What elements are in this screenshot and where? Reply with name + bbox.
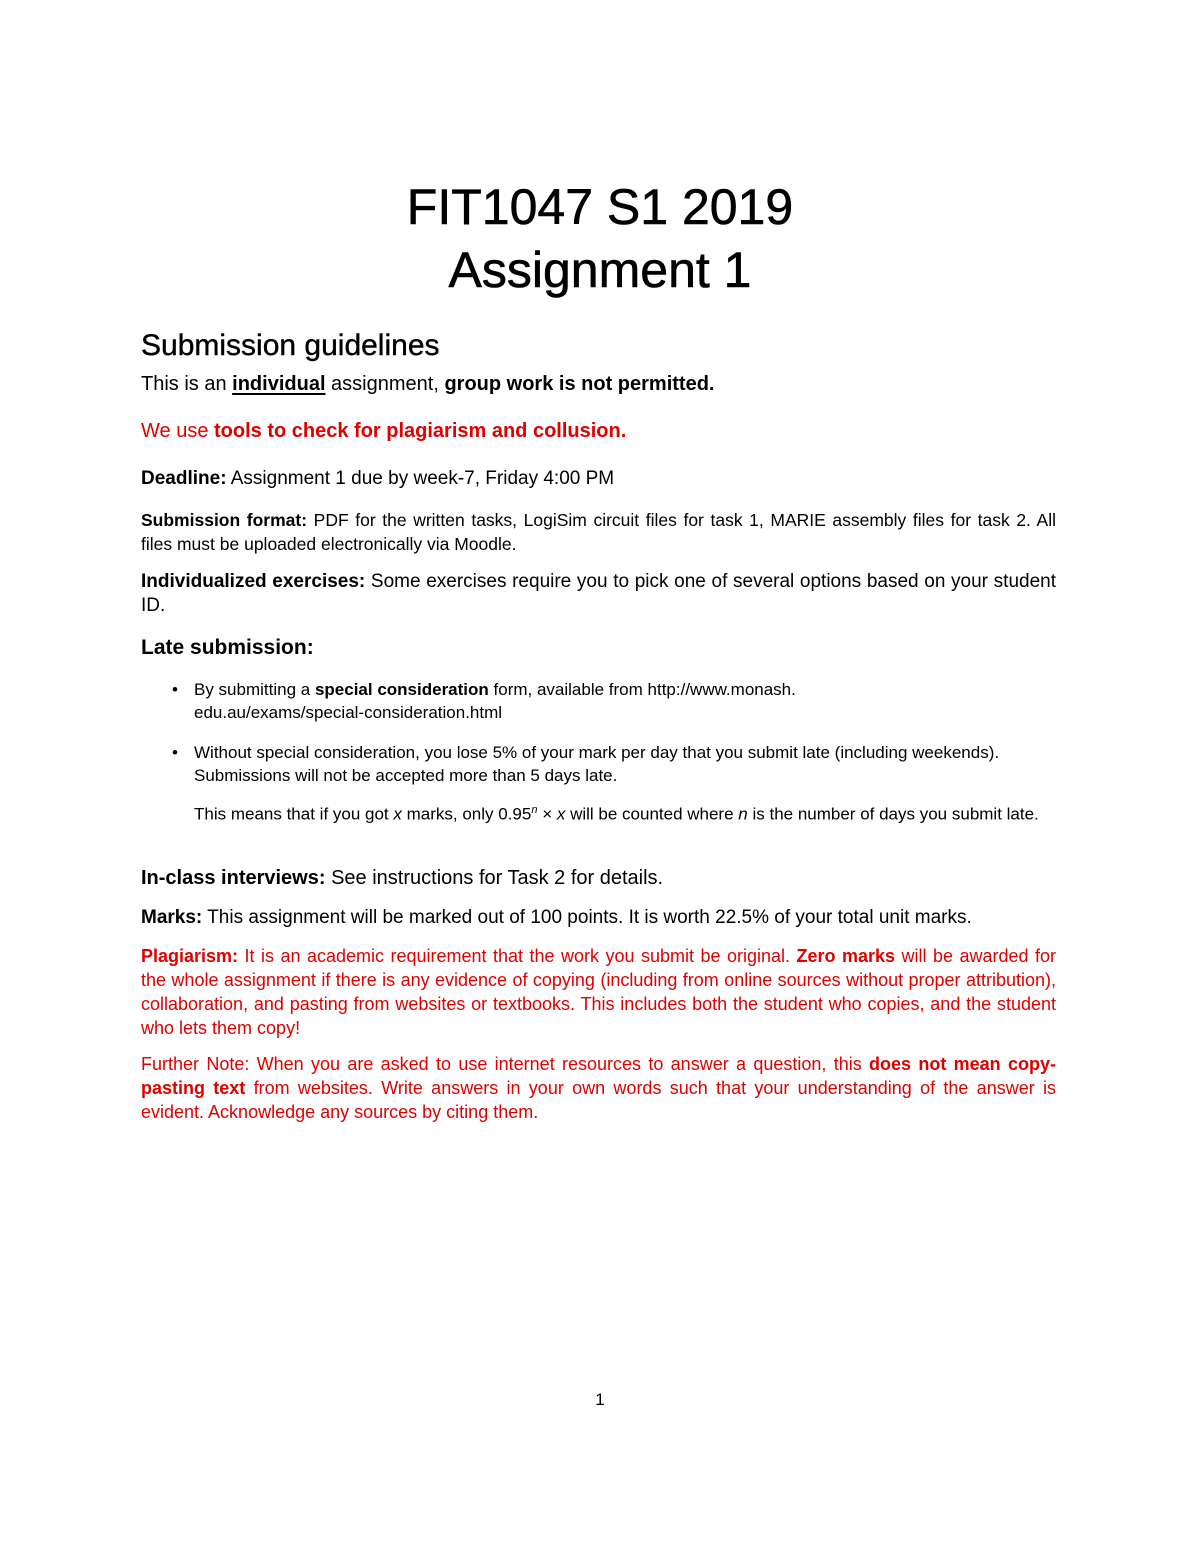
special-consideration-url: edu.au/exams/special-consideration.html [194,703,503,722]
plagiarism-tools-text: We use [141,420,214,442]
interviews-text: See instructions for Task 2 for details. [325,867,664,889]
individual-emphasis: individual [232,373,326,395]
intro-paragraph [141,372,1056,396]
plagiarism-text-cont: will be awarded for the whole assignment if there is any evidence of copying (including from online sources without proper attribution), collaboration, and pasting from websites or textbooks. This includes both the student who copies, and the student who lets them copy! [141,946,1056,1038]
late-penalty-formula: This means that if you got x marks, only $0.95^n \times x$ will be counted where n is the number of days you submit late. [194,804,1039,824]
intro-text-mid: assignment, [325,373,445,395]
deadline-text: Assignment 1 due by week-7, Friday 4:00 PM [226,468,615,489]
submission-format-label: Submission format: [141,510,308,530]
special-consideration-text: By submitting a [194,680,315,699]
zero-marks-emphasis: Zero marks [796,946,896,966]
special-consideration-bold: special consideration [314,680,489,699]
marks-paragraph [141,906,1056,930]
further-note-text-cont: from websites. Write answers in your own words such that your understanding of the answer is evident. Acknowledge any sources by citing them. [141,1078,1057,1122]
list-item [172,678,1042,724]
deadline-label: Deadline: [141,468,227,489]
late-submission-list [172,678,1042,826]
bullet-icon: • [172,680,178,699]
individualized-label: Individualized exercises: [141,571,366,592]
submission-format-text: PDF for the written tasks, LogiSim circuit files for task 1, MARIE assembly files for task 2. All files must be uploaded electronically via Moodle. [141,510,1056,554]
copy-pasting-emphasis: does not mean copy-pasting text [141,1054,1056,1098]
individualized-text: Some exercises require you to pick one of several options based on your student ID. [141,571,1056,616]
marks-label: Marks: [141,907,203,928]
document-title-course: FIT1047 S1 2019 [406,179,794,235]
late-penalty-text: Without special consideration, you lose 5% of your mark per day that you submit late (including weekends). Submissions will not be accepted more than 5 days late. [194,743,1000,785]
document-title-assignment: Assignment 1 [448,242,752,298]
marks-text: This assignment will be marked out of 100 points. It is worth 22.5% of your total unit marks. [202,907,972,928]
bullet-icon: • [172,743,178,762]
further-note-paragraph [141,1052,1056,1124]
plagiarism-label: Plagiarism: [141,946,239,966]
plagiarism-tools-bold: tools to check for plagiarism and collusion. [214,420,627,442]
intro-text: This is an [141,373,233,395]
page-number: 1 [595,1390,605,1409]
section-heading-submission: Submission guidelines [141,329,440,362]
interviews-label: In-class interviews: [141,867,326,889]
individualized-paragraph [141,570,1056,618]
submission-format-paragraph [141,508,1056,556]
plagiarism-text: It is an academic requirement that the work you submit be original. [238,946,797,966]
special-consideration-post: form, available from http://www.monash. [488,680,796,699]
further-note-text: Further Note: When you are asked to use internet resources to answer a question, this [141,1054,870,1074]
interviews-paragraph [141,866,1056,890]
plagiarism-paragraph [141,944,1056,1040]
plagiarism-tools-notice [141,419,1056,443]
deadline-paragraph [141,467,1056,491]
late-submission-heading: Late submission: [141,636,314,659]
group-work-warning: group work is not permitted. [444,373,715,395]
list-item [172,741,1042,826]
